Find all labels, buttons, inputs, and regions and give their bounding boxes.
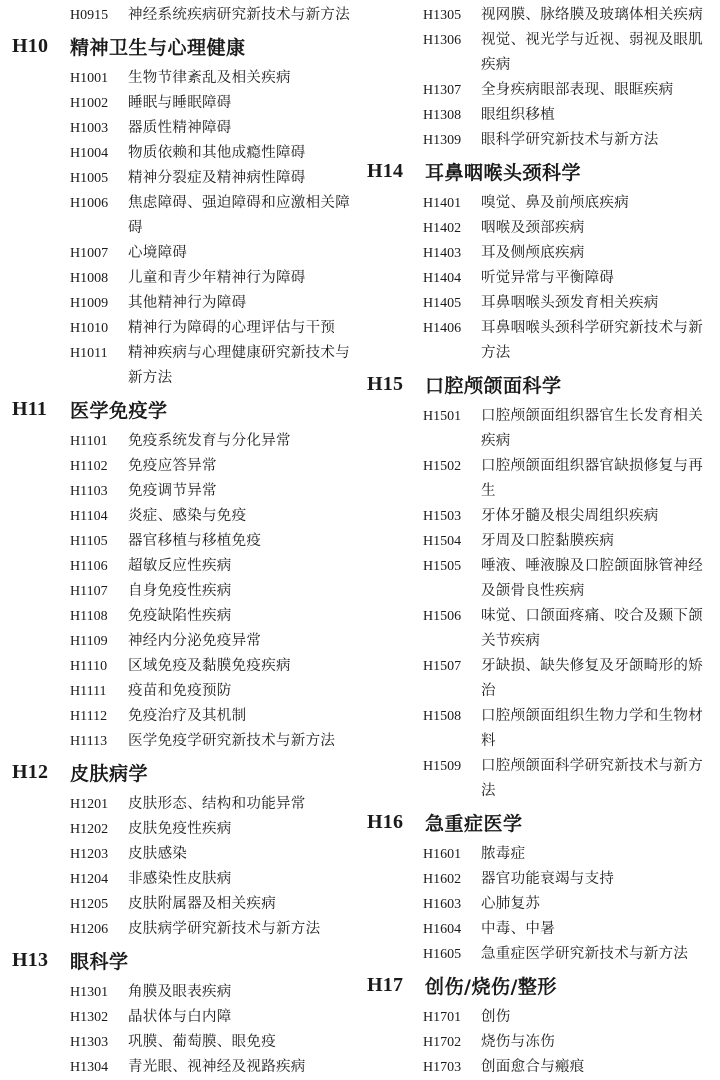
- section-code: H17: [367, 973, 404, 996]
- item-code: H1303: [70, 1035, 109, 1050]
- section-title: 精神卫生与心理健康: [70, 36, 246, 59]
- item-label: 中毒、中暑: [481, 921, 555, 937]
- section-heading: [12, 755, 354, 789]
- item-code: H1601: [423, 847, 462, 862]
- item-label: 精神分裂症及精神病性障碍: [128, 170, 306, 186]
- item-code: H1007: [70, 246, 109, 261]
- item-code: H1401: [423, 196, 462, 211]
- item-code: H1403: [423, 246, 462, 261]
- item-label: 生物节律紊乱及相关疾病: [128, 70, 291, 86]
- item-code: H1113: [70, 734, 108, 749]
- item-label: 口腔颅颌面组织器官生长发育相关疾病: [481, 408, 703, 449]
- item-code: H1006: [70, 196, 109, 211]
- list-item: [12, 504, 354, 529]
- list-item: [367, 604, 709, 654]
- item-label: 创伤: [481, 1009, 511, 1025]
- item-code: H1102: [70, 459, 108, 474]
- item-label: 睡眠与睡眠障碍: [128, 95, 232, 111]
- list-item: [12, 116, 354, 141]
- list-item: [12, 454, 354, 479]
- item-code: H1111: [70, 684, 107, 699]
- list-item: [367, 892, 709, 917]
- section-code: H14: [367, 159, 404, 182]
- list-item: [367, 103, 709, 128]
- item-code: H1503: [423, 509, 462, 524]
- item-code: H1001: [70, 71, 109, 86]
- item-code: H1302: [70, 1010, 109, 1025]
- item-label: 非感染性皮肤病: [128, 871, 232, 887]
- item-code: H1507: [423, 659, 462, 674]
- item-code: H1603: [423, 897, 462, 912]
- item-label: 急重症医学研究新技术与新方法: [481, 946, 689, 962]
- list-item: [12, 316, 354, 341]
- item-label: 精神疾病与心理健康研究新技术与新方法: [128, 345, 350, 386]
- item-code: H1309: [423, 133, 462, 148]
- item-label: 视网膜、脉络膜及玻璃体相关疾病: [481, 7, 703, 23]
- section-title: 耳鼻咽喉头颈科学: [425, 161, 582, 184]
- item-label: 心肺复苏: [481, 896, 541, 912]
- item-label: 区域免疫及黏膜免疫疾病: [128, 658, 291, 674]
- list-item: [12, 429, 354, 454]
- item-code: H1703: [423, 1060, 462, 1075]
- list-item: [12, 579, 354, 604]
- item-code: H1109: [70, 634, 108, 649]
- item-label: 器官移植与移植免疫: [128, 533, 262, 549]
- item-code: H1008: [70, 271, 109, 286]
- section-heading: [367, 367, 709, 401]
- item-label: 味觉、口颌面疼痛、咬合及颞下颌关节疾病: [481, 608, 703, 649]
- list-item: [367, 291, 709, 316]
- item-label: 牙缺损、缺失修复及牙颌畸形的矫治: [481, 658, 703, 699]
- item-label: 耳鼻咽喉头颈科学研究新技术与新方法: [481, 320, 703, 361]
- list-item: [12, 729, 354, 754]
- item-code: H1010: [70, 321, 109, 336]
- item-code: H1405: [423, 296, 462, 311]
- list-item: [367, 28, 709, 78]
- section-heading: [12, 943, 354, 977]
- list-item: [367, 504, 709, 529]
- list-item: [367, 867, 709, 892]
- item-label: 口腔颅颌面组织器官缺损修复与再生: [481, 458, 703, 499]
- item-label: 医学免疫学研究新技术与新方法: [128, 733, 336, 749]
- item-label: 角膜及眼表疾病: [128, 984, 232, 1000]
- list-item: [12, 654, 354, 679]
- list-item: [367, 1005, 709, 1030]
- item-label: 器官功能衰竭与支持: [481, 871, 615, 887]
- item-label: 皮肤病学研究新技术与新方法: [128, 921, 321, 937]
- list-item: [12, 917, 354, 942]
- list-item: [12, 141, 354, 166]
- item-code: H1101: [70, 434, 108, 449]
- section-title: 眼科学: [70, 950, 129, 973]
- list-item: [12, 704, 354, 729]
- list-item: [12, 66, 354, 91]
- item-label: 神经系统疾病研究新技术与新方法: [128, 7, 350, 23]
- item-label: 眼科学研究新技术与新方法: [481, 132, 659, 148]
- item-label: 免疫治疗及其机制: [128, 708, 247, 724]
- section-title: 创伤/烧伤/整形: [425, 975, 557, 998]
- list-item: [367, 454, 709, 504]
- item-label: 其他精神行为障碍: [128, 295, 247, 311]
- item-label: 炎症、感染与免疫: [128, 508, 247, 524]
- list-item: [367, 316, 709, 366]
- item-label: 牙周及口腔黏膜疾病: [481, 533, 615, 549]
- item-code: H1002: [70, 96, 109, 111]
- item-label: 免疫缺陷性疾病: [128, 608, 232, 624]
- item-label: 皮肤感染: [128, 846, 188, 862]
- item-code: H1301: [70, 985, 109, 1000]
- item-label: 视觉、视光学与近视、弱视及眼肌疾病: [481, 32, 703, 73]
- item-label: 器质性精神障碍: [128, 120, 232, 136]
- item-label: 疫苗和免疫预防: [128, 683, 232, 699]
- item-code: H1306: [423, 33, 462, 48]
- section-code: H15: [367, 372, 404, 395]
- item-code: H1508: [423, 709, 462, 724]
- list-item: [12, 842, 354, 867]
- item-label: 眼组织移植: [481, 107, 555, 123]
- item-code: H1406: [423, 321, 462, 336]
- item-label: 创面愈合与瘢痕: [481, 1059, 585, 1075]
- item-code: H1402: [423, 221, 462, 236]
- item-label: 耳及侧颅底疾病: [481, 245, 585, 261]
- item-label: 儿童和青少年精神行为障碍: [128, 270, 306, 286]
- item-label: 口腔颅颌面科学研究新技术与新方法: [481, 758, 703, 799]
- item-code: H1103: [70, 484, 108, 499]
- item-code: H1204: [70, 872, 109, 887]
- list-item: [367, 917, 709, 942]
- item-code: H1104: [70, 509, 108, 524]
- item-label: 焦虑障碍、强迫障碍和应激相关障碍: [128, 195, 350, 236]
- section-code: H12: [12, 760, 49, 783]
- item-label: 巩膜、葡萄膜、眼免疫: [128, 1034, 276, 1050]
- item-code: H1604: [423, 922, 462, 937]
- list-item: [367, 241, 709, 266]
- list-item: [12, 679, 354, 704]
- item-code: H1107: [70, 584, 108, 599]
- item-code: H1509: [423, 759, 462, 774]
- item-code: H1106: [70, 559, 108, 574]
- list-item: [367, 266, 709, 291]
- item-label: 脓毒症: [481, 846, 526, 862]
- list-item: [12, 291, 354, 316]
- list-item: [12, 554, 354, 579]
- item-label: 物质依赖和其他成瘾性障碍: [128, 145, 306, 161]
- list-item: [12, 341, 354, 391]
- item-label: 烧伤与冻伤: [481, 1034, 555, 1050]
- item-code: H1308: [423, 108, 462, 123]
- item-code: H0915: [70, 8, 109, 23]
- section-heading: [367, 154, 709, 188]
- list-item: [12, 191, 354, 241]
- item-code: H1105: [70, 534, 108, 549]
- item-code: H1702: [423, 1035, 462, 1050]
- item-label: 耳鼻咽喉头颈发育相关疾病: [481, 295, 659, 311]
- item-code: H1112: [70, 709, 108, 724]
- list-item: [367, 654, 709, 704]
- list-item: [12, 479, 354, 504]
- section-title: 口腔颅颌面科学: [425, 374, 562, 397]
- item-label: 皮肤免疫性疾病: [128, 821, 232, 837]
- list-item: [367, 216, 709, 241]
- item-label: 唾液、唾液腺及口腔颌面脉管神经及颌骨良性疾病: [481, 558, 703, 599]
- item-code: H1602: [423, 872, 462, 887]
- right-column: [367, 3, 709, 1080]
- item-code: H1201: [70, 797, 109, 812]
- section-heading: [367, 805, 709, 839]
- list-item: [12, 529, 354, 554]
- item-code: H1502: [423, 459, 462, 474]
- item-code: H1004: [70, 146, 109, 161]
- section-code: H10: [12, 34, 49, 57]
- item-label: 青光眼、视神经及视路疾病: [128, 1059, 306, 1075]
- item-label: 心境障碍: [128, 245, 188, 261]
- list-item: [367, 1030, 709, 1055]
- list-item: [12, 91, 354, 116]
- item-label: 皮肤形态、结构和功能异常: [128, 796, 306, 812]
- list-item: [367, 191, 709, 216]
- item-label: 神经内分泌免疫异常: [128, 633, 262, 649]
- item-code: H1506: [423, 609, 462, 624]
- item-label: 全身疾病眼部表现、眼眶疾病: [481, 82, 674, 98]
- item-label: 牙体牙髓及根尖周组织疾病: [481, 508, 659, 524]
- list-item: [12, 166, 354, 191]
- item-code: H1305: [423, 8, 462, 23]
- item-label: 精神行为障碍的心理评估与干预: [128, 320, 336, 336]
- item-label: 免疫系统发育与分化异常: [128, 433, 291, 449]
- section-code: H11: [12, 397, 48, 420]
- item-label: 超敏反应性疾病: [128, 558, 232, 574]
- item-code: H1404: [423, 271, 462, 286]
- item-code: H1701: [423, 1010, 462, 1025]
- list-item: [12, 629, 354, 654]
- list-item: [12, 266, 354, 291]
- item-code: H1110: [70, 659, 108, 674]
- list-item: [12, 892, 354, 917]
- item-code: H1005: [70, 171, 109, 186]
- section-title: 皮肤病学: [70, 762, 149, 785]
- list-item: [367, 754, 709, 804]
- list-item: [367, 529, 709, 554]
- item-code: H1501: [423, 409, 462, 424]
- section-title: 急重症医学: [425, 812, 523, 835]
- section-title: 医学免疫学: [70, 399, 168, 422]
- item-label: 听觉异常与平衡障碍: [481, 270, 615, 286]
- section-code: H16: [367, 810, 404, 833]
- item-label: 嗅觉、鼻及前颅底疾病: [481, 195, 629, 211]
- item-code: H1605: [423, 947, 462, 962]
- list-item: [367, 942, 709, 967]
- list-item: [367, 554, 709, 604]
- list-item: [12, 1005, 354, 1030]
- item-code: H1504: [423, 534, 462, 549]
- section-code: H13: [12, 948, 49, 971]
- list-item: [367, 704, 709, 754]
- left-column: [12, 3, 354, 1080]
- item-code: H1307: [423, 83, 462, 98]
- section-heading: [12, 392, 354, 426]
- item-label: 口腔颅颌面组织生物力学和生物材料: [481, 708, 703, 749]
- item-code: H1304: [70, 1060, 109, 1075]
- item-code: H1202: [70, 822, 109, 837]
- list-item: [367, 78, 709, 103]
- item-code: H1003: [70, 121, 109, 136]
- list-item: [12, 980, 354, 1005]
- item-code: H1206: [70, 922, 109, 937]
- list-item: [12, 1030, 354, 1055]
- item-label: 自身免疫性疾病: [128, 583, 232, 599]
- item-label: 咽喉及颈部疾病: [481, 220, 585, 236]
- list-item: [367, 404, 709, 454]
- item-label: 晶状体与白内障: [128, 1009, 232, 1025]
- item-code: H1108: [70, 609, 108, 624]
- list-item: [12, 604, 354, 629]
- item-code: H1009: [70, 296, 109, 311]
- item-label: 皮肤附属器及相关疾病: [128, 896, 276, 912]
- section-heading: [12, 29, 354, 63]
- section-heading: [367, 968, 709, 1002]
- list-item: [12, 792, 354, 817]
- list-item: [12, 817, 354, 842]
- item-code: H1505: [423, 559, 462, 574]
- item-code: H1205: [70, 897, 109, 912]
- item-code: H1203: [70, 847, 109, 862]
- list-item: [367, 128, 709, 153]
- item-code: H1011: [70, 346, 108, 361]
- list-item: [12, 241, 354, 266]
- list-item: [12, 867, 354, 892]
- item-label: 免疫调节异常: [128, 483, 217, 499]
- list-item: [367, 842, 709, 867]
- list-item: [12, 3, 354, 28]
- list-item: [367, 3, 709, 28]
- item-label: 免疫应答异常: [128, 458, 217, 474]
